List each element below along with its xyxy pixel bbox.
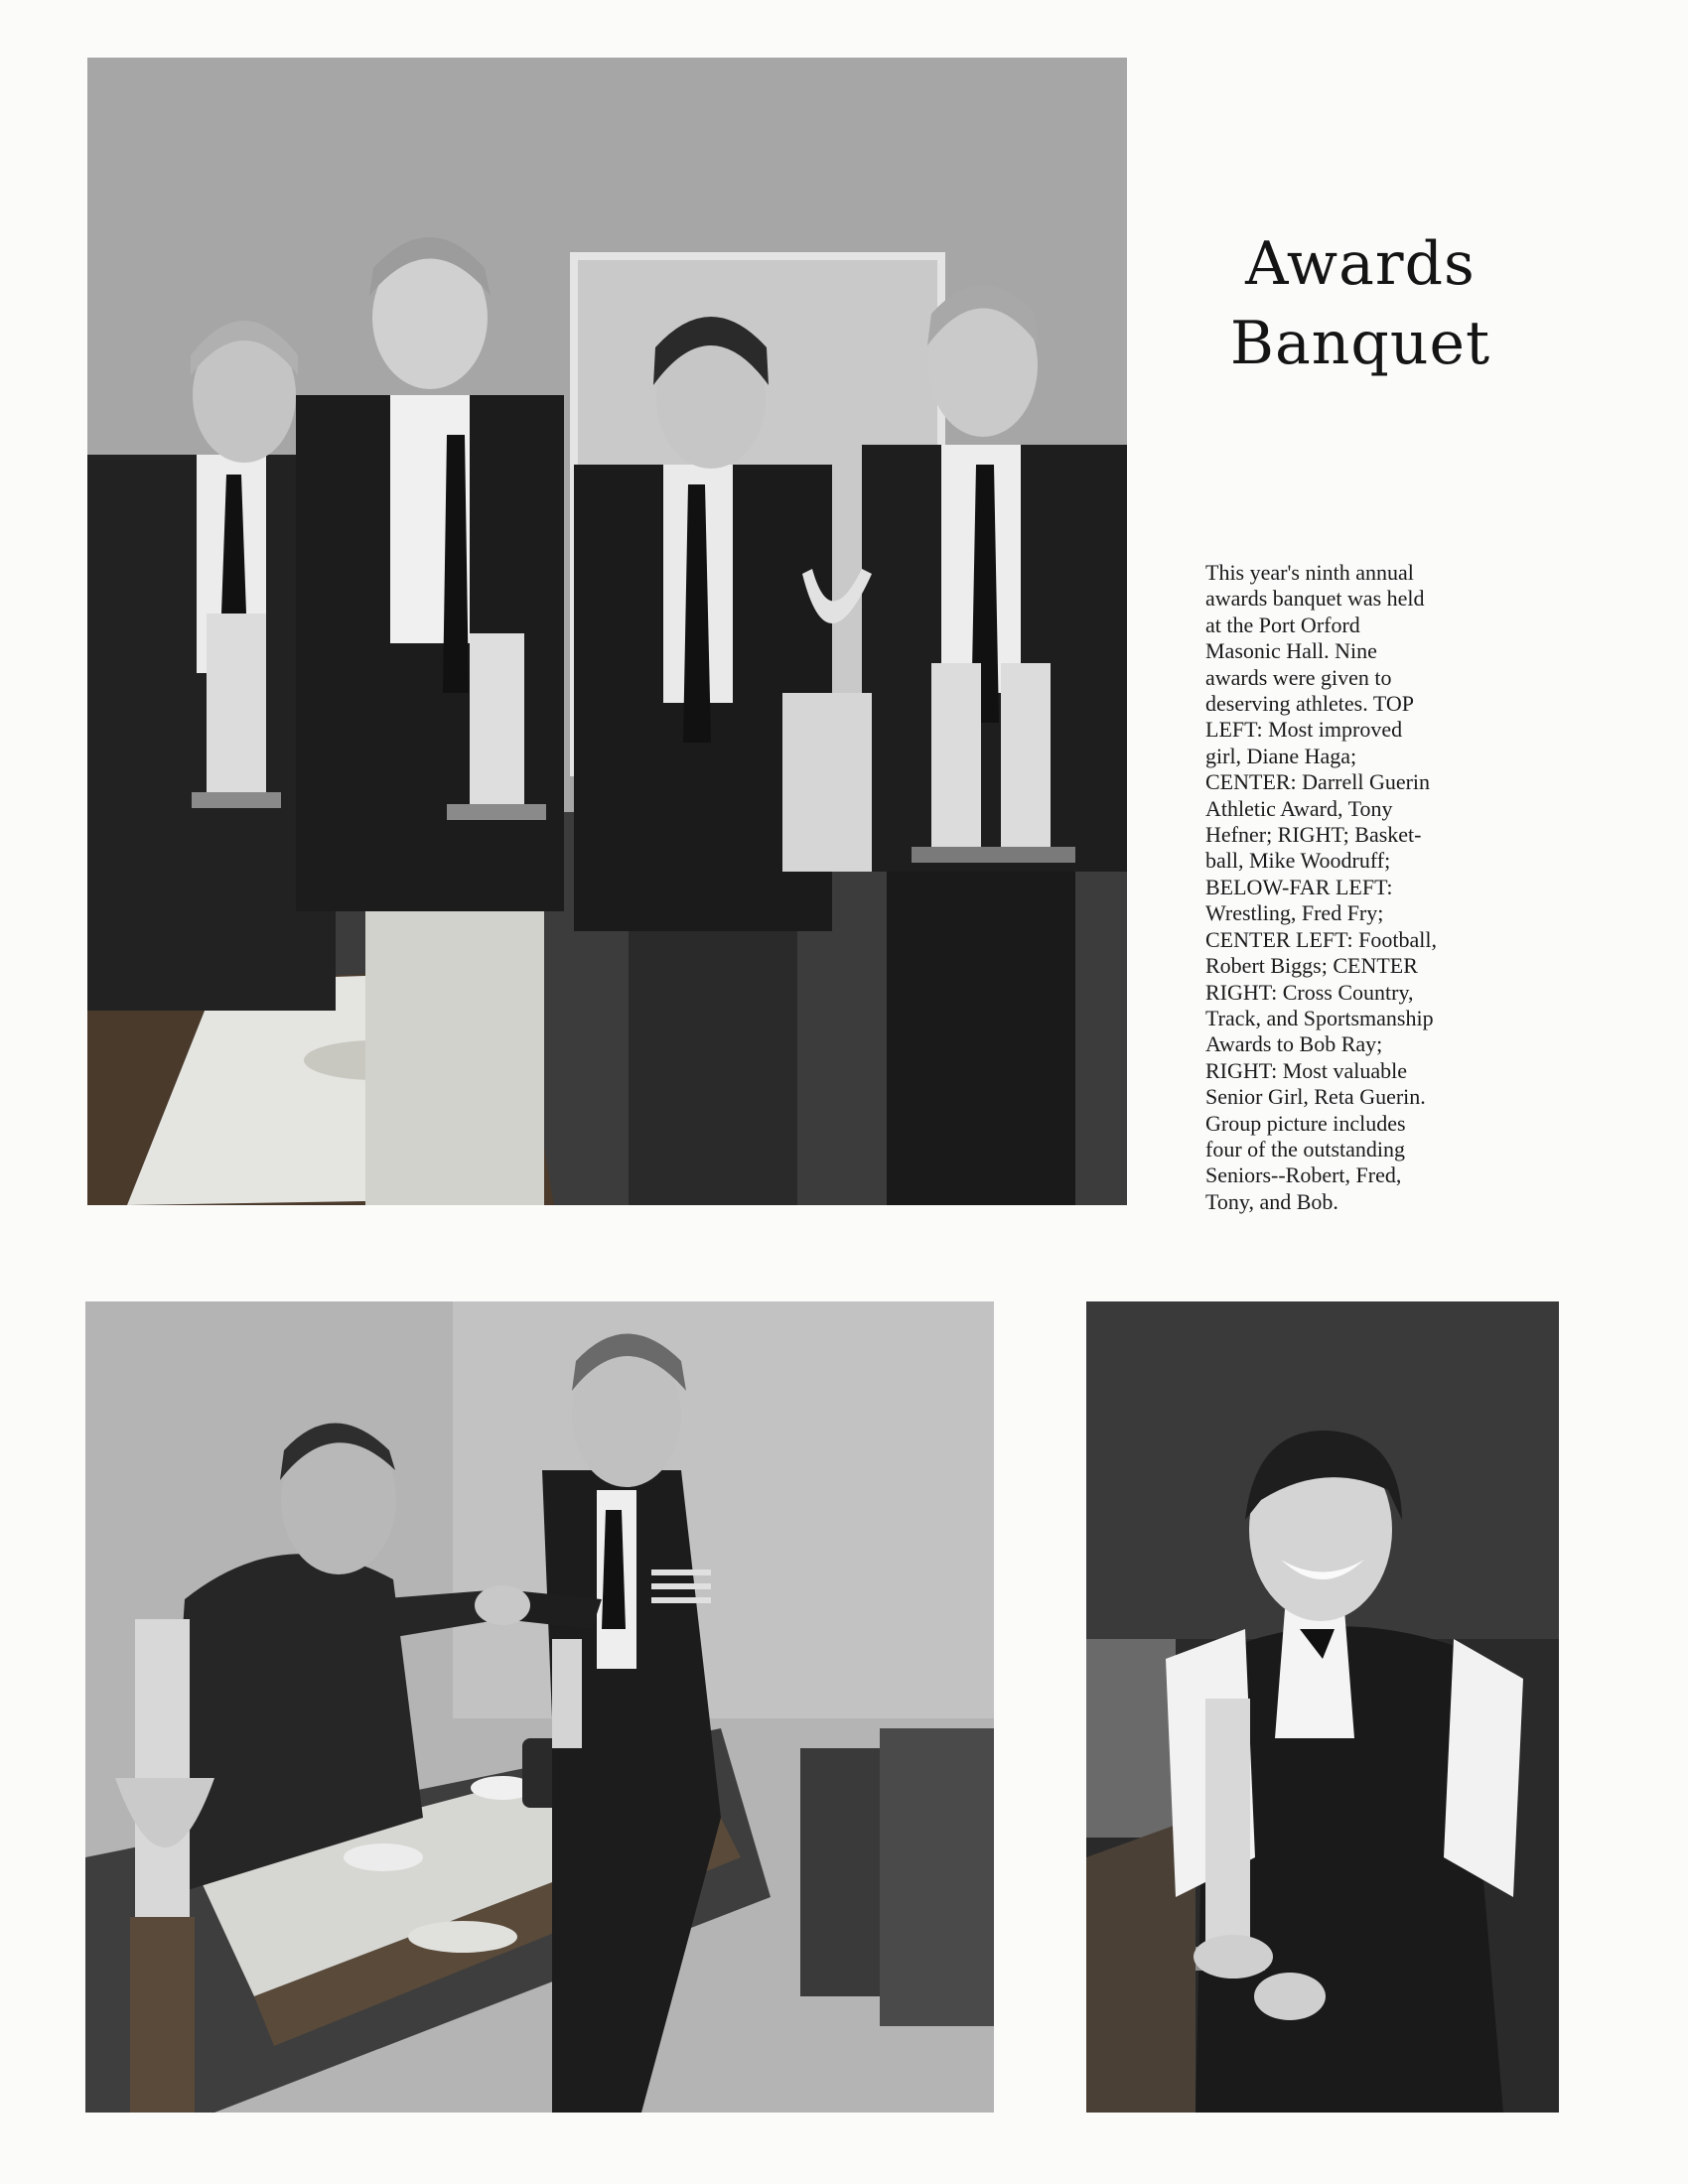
group-photo [87, 58, 1127, 1205]
caption-line: Group picture includes [1205, 1110, 1406, 1136]
caption-line: four of the outstanding [1205, 1136, 1406, 1161]
caption-line: Senior Girl, Reta Guerin. [1205, 1084, 1426, 1110]
caption-line: awards banquet was held [1205, 586, 1425, 612]
caption-line: ball, Mike Woodruff; [1205, 848, 1391, 874]
page-title [1172, 224, 1549, 383]
caption-line: This year's ninth annual [1205, 560, 1414, 585]
caption-line: RIGHT: Most valuable [1205, 1057, 1407, 1083]
caption-line: Track, and Sportsmanship [1205, 1005, 1434, 1030]
caption-line: at the Port Orford [1205, 612, 1360, 637]
title-line: Banquet [1229, 309, 1491, 378]
title-line: Awards [1245, 229, 1476, 299]
caption-line: girl, Diane Haga; [1205, 743, 1357, 768]
handshake-photo [85, 1301, 994, 2113]
caption-line: Masonic Hall. Nine [1205, 638, 1377, 664]
caption-line: Awards to Bob Ray; [1205, 1031, 1383, 1057]
caption-line: BELOW-FAR LEFT: [1205, 874, 1393, 899]
caption-line: Wrestling, Fred Fry; [1205, 900, 1384, 926]
caption-line: CENTER: Darrell Guerin [1205, 769, 1431, 795]
caption-line: Robert Biggs; CENTER [1205, 953, 1418, 979]
caption-line: RIGHT: Cross Country, [1205, 979, 1414, 1005]
caption-line: LEFT: Most improved [1205, 717, 1403, 743]
caption-line: awards were given to [1205, 664, 1392, 690]
caption-line: Athletic Award, Tony [1205, 795, 1393, 821]
girl-photo [1086, 1301, 1559, 2113]
caption-line: Hefner; RIGHT; Basket- [1205, 822, 1422, 848]
caption-line: deserving athletes. TOP [1205, 691, 1414, 717]
caption-line: Seniors--Robert, Fred, [1205, 1162, 1402, 1188]
caption-text [1205, 560, 1548, 1215]
caption-line: Tony, and Bob. [1205, 1188, 1338, 1214]
caption-line: CENTER LEFT: Football, [1205, 926, 1437, 952]
